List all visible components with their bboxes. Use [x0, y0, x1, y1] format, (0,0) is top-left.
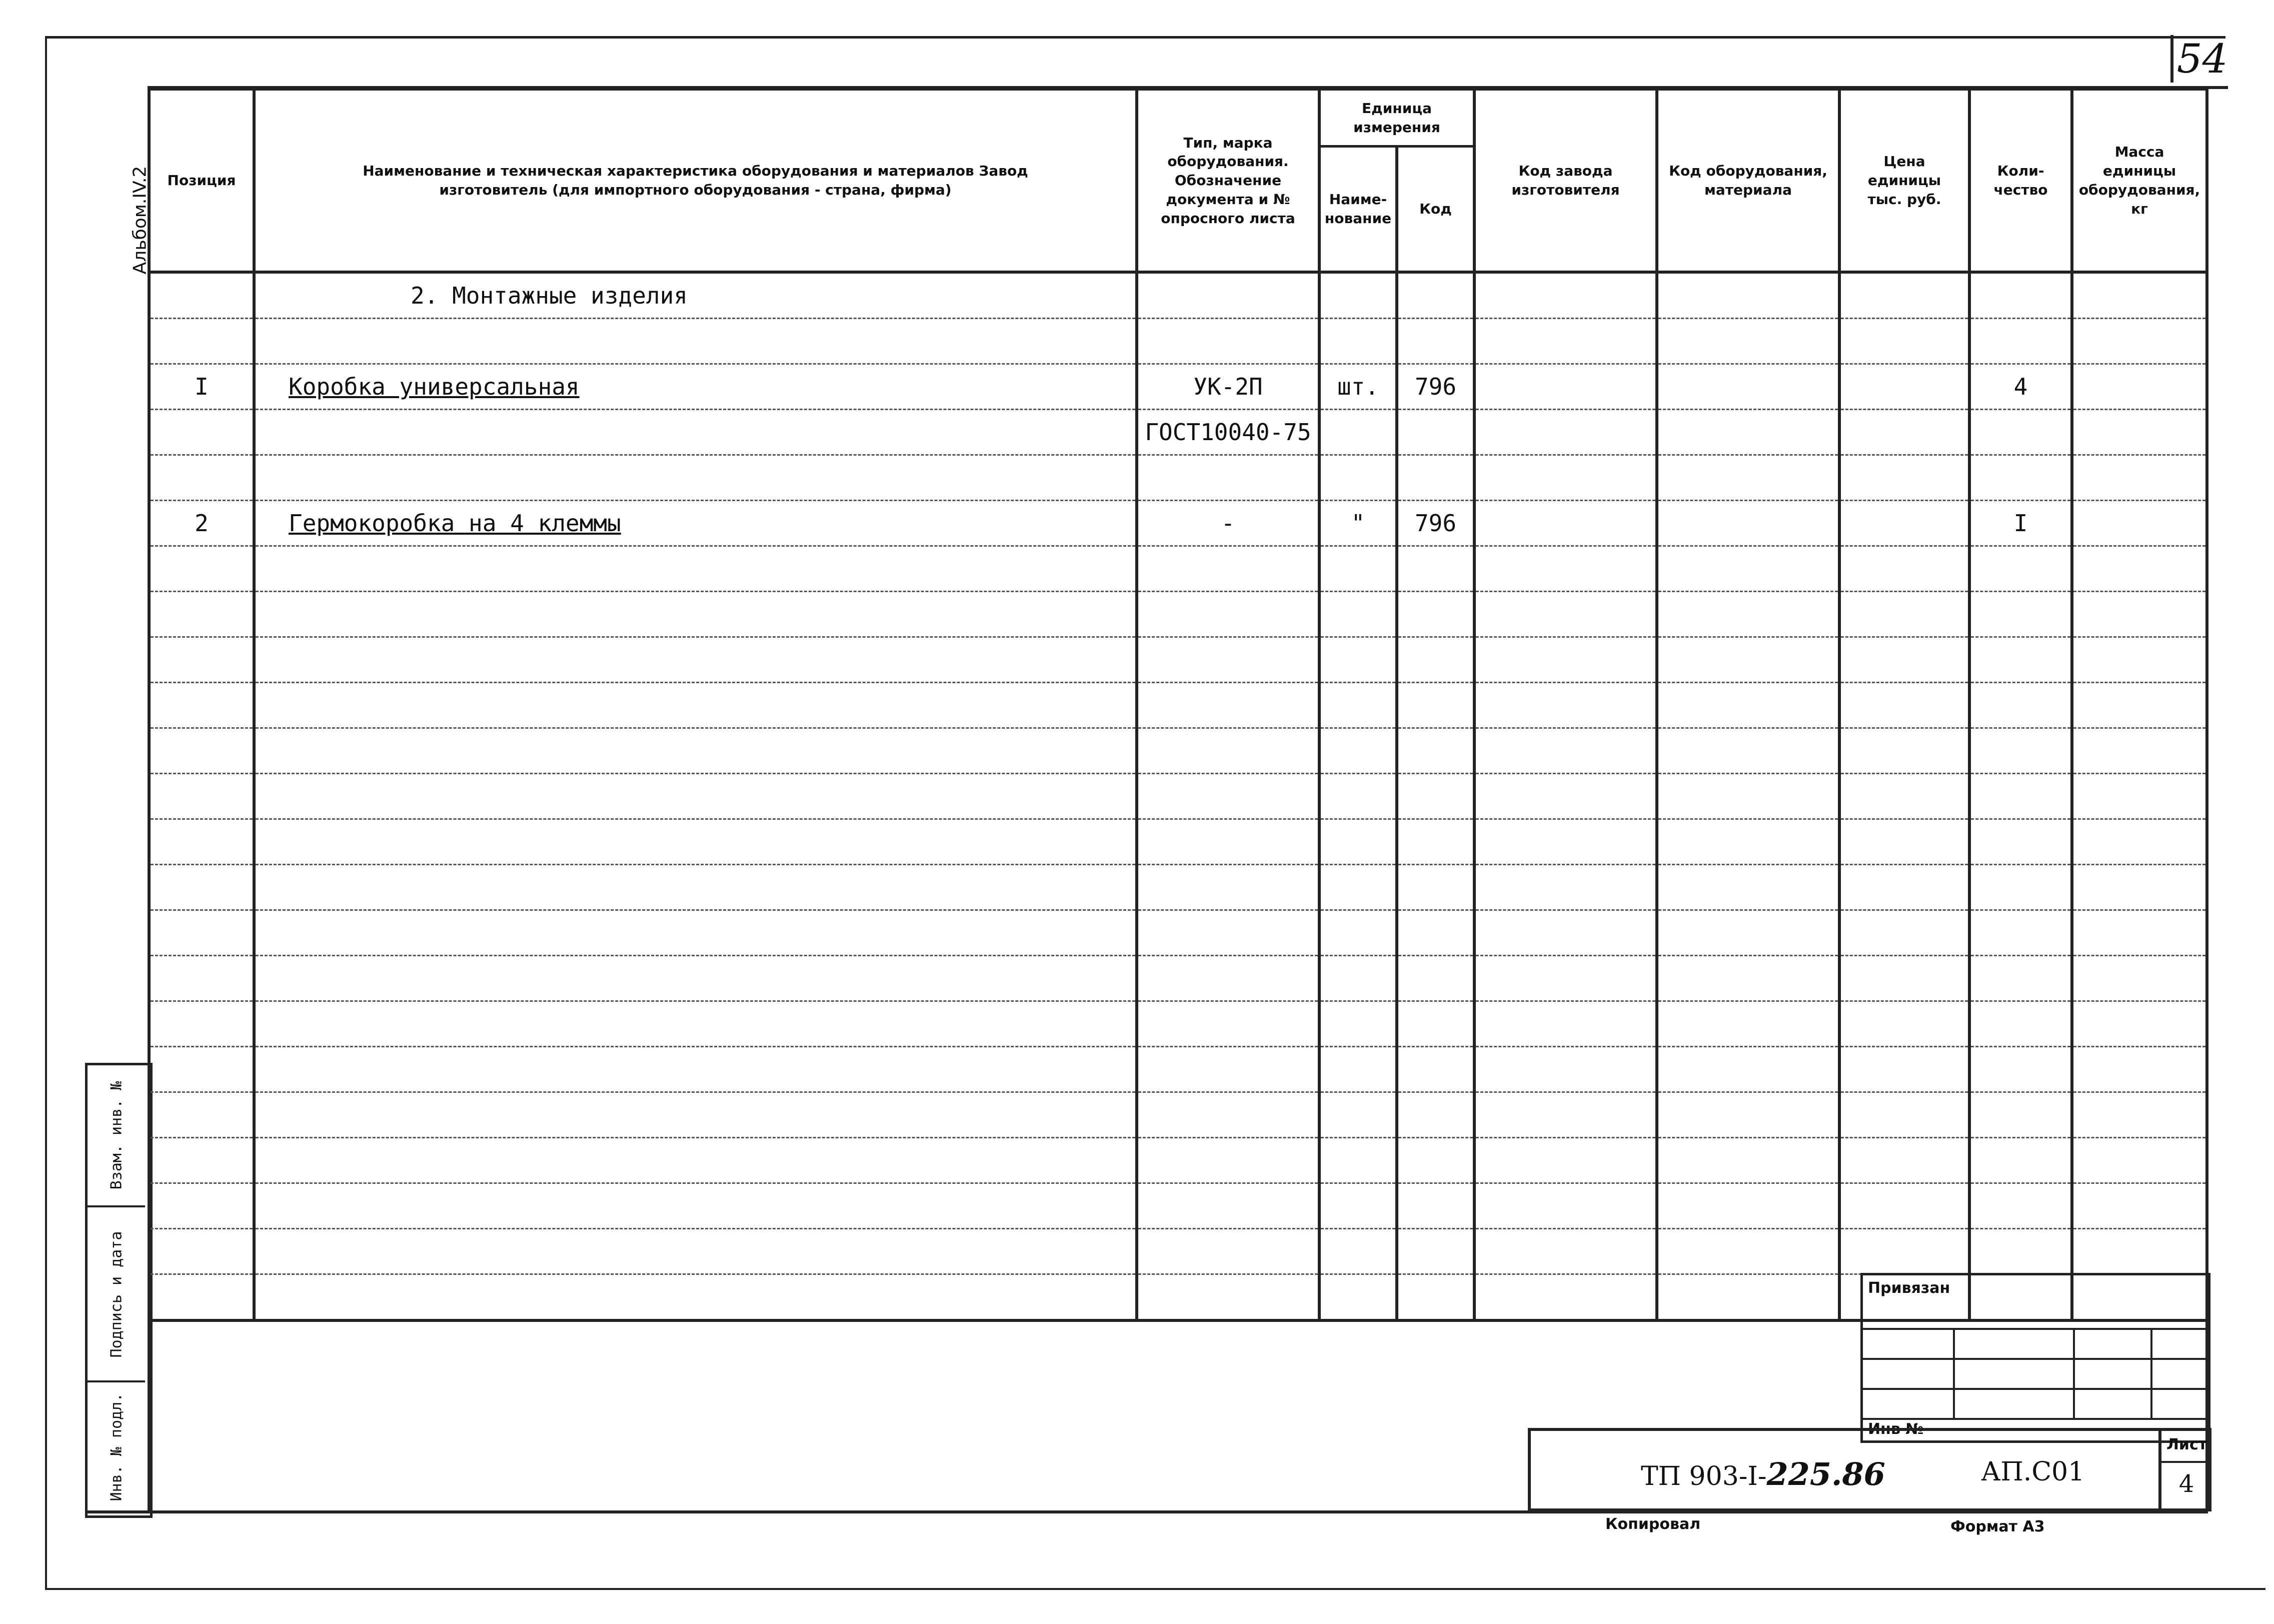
cell-mass [2072, 501, 2207, 546]
cell-plant-code [1474, 410, 1657, 455]
header-unit [1319, 89, 1474, 272]
header-unit-title: Единица измерения [1321, 91, 1473, 148]
header-quantity: Коли- чество [1969, 89, 2072, 272]
cell-position: I [149, 364, 254, 410]
cell-mass [2072, 455, 2207, 501]
cell-name [254, 410, 1137, 455]
table-row-empty [149, 819, 2207, 865]
table-row-empty [149, 637, 2207, 683]
table-row-empty [149, 683, 2207, 728]
side-stamp-cell-replacement [88, 1065, 145, 1207]
table-row-empty [149, 910, 2207, 956]
cell-name: Гермокоробка на 4 клеммы [254, 501, 1137, 546]
document-code-number: 225.86 [1766, 1456, 1885, 1492]
header-position: Позиция [149, 89, 254, 272]
cell-quantity [1969, 410, 2072, 455]
side-stamp-inventory-label: Инв. № подл. [108, 1392, 125, 1501]
cell-equipment-code [1657, 319, 1839, 364]
linked-label: Привязан [1868, 1279, 1950, 1297]
cell-plant-code [1474, 455, 1657, 501]
table-row-empty [149, 1183, 2207, 1229]
cell-name-section: 2. Монтажные изделия [254, 272, 1137, 319]
header-unit-name: Наиме- нование [1321, 148, 1398, 271]
cell-unit-name [1319, 272, 1397, 319]
inventory-number-label: Инв № [1868, 1420, 1924, 1438]
table-row [149, 501, 2207, 546]
cell-unit-code [1397, 410, 1474, 455]
sheet-cell [2158, 1431, 2211, 1508]
table-row-empty [149, 1047, 2207, 1092]
frame-outer-left-line [45, 36, 47, 1589]
copied-label: Копировал [1605, 1515, 1701, 1533]
cell-plant-code [1474, 319, 1657, 364]
frame-top-line [45, 36, 2225, 39]
cell-plant-code [1474, 364, 1657, 410]
cell-unit-name: шт. [1319, 364, 1397, 410]
cell-type [1137, 319, 1319, 364]
header-plant-code: Код завода изготовителя [1474, 89, 1657, 272]
cell-plant-code [1474, 501, 1657, 546]
document-code [1641, 1456, 1885, 1492]
table-row-empty [149, 1092, 2207, 1138]
cell-unit-code [1397, 319, 1474, 364]
cell-type [1137, 272, 1319, 319]
cell-equipment-code [1657, 410, 1839, 455]
side-stamp-cell-signature [88, 1208, 145, 1382]
side-stamp-signature-label: Подпись и дата [108, 1231, 125, 1357]
cell-price [1839, 455, 1969, 501]
cell-unit-name [1319, 455, 1397, 501]
header-unit-split [1321, 148, 1473, 271]
table-row [149, 410, 2207, 455]
cell-type: - [1137, 501, 1319, 546]
side-stamp-cell-inventory [88, 1383, 145, 1510]
header-name: Наименование и техническая характеристика оборудования и материалов Завод изготовитель (для импортного оборудования - страна, фирма) [254, 89, 1137, 272]
frame-outer-bottom-line [45, 1588, 2265, 1590]
side-stamp [85, 1063, 153, 1518]
format-label: Формат А3 [1950, 1518, 2045, 1535]
sheet-number: 4 [2161, 1461, 2211, 1498]
cell-equipment-code [1657, 501, 1839, 546]
cell-quantity [1969, 455, 2072, 501]
cell-price [1839, 364, 1969, 410]
header-price: Цена единицы тыс. руб. [1839, 89, 1969, 272]
cell-mass [2072, 319, 2207, 364]
stamp-col-line [1953, 1328, 1955, 1418]
cell-plant-code [1474, 272, 1657, 319]
table-row [149, 272, 2207, 319]
table-row [149, 319, 2207, 364]
stamp-row-line [1863, 1358, 2208, 1360]
cell-quantity [1969, 272, 2072, 319]
cell-equipment-code [1657, 455, 1839, 501]
cell-unit-code: 796 [1397, 501, 1474, 546]
linked-stamp [1860, 1273, 2210, 1443]
document-section: АП.С01 [1981, 1457, 2085, 1487]
stamp-row-line [1863, 1388, 2208, 1390]
table-row-empty [149, 1001, 2207, 1047]
cell-unit-code: 796 [1397, 364, 1474, 410]
table-row-empty [149, 728, 2207, 774]
cell-unit-code [1397, 272, 1474, 319]
cell-position [149, 319, 254, 364]
table-row-empty [149, 592, 2207, 637]
table-row-empty [149, 956, 2207, 1001]
side-stamp-replacement-label: Взам. инв. № [108, 1081, 125, 1190]
stamp-row-line [1863, 1328, 2208, 1330]
specification-table [148, 88, 2208, 1322]
table-row-empty [149, 1229, 2207, 1274]
cell-equipment-code [1657, 364, 1839, 410]
cell-position [149, 455, 254, 501]
stamp-row-line [1863, 1418, 2208, 1420]
cell-price [1839, 319, 1969, 364]
cell-mass [2072, 410, 2207, 455]
cell-position [149, 272, 254, 319]
cell-unit-name [1319, 410, 1397, 455]
cell-quantity: 4 [1969, 364, 2072, 410]
header-type: Тип, марка оборудования. Обозначение документа и № опросного листа [1137, 89, 1319, 272]
cell-name [254, 319, 1137, 364]
cell-type [1137, 455, 1319, 501]
cell-type: УК-2П [1137, 364, 1319, 410]
cell-mass [2072, 364, 2207, 410]
header-unit-code: Код [1419, 200, 1452, 217]
cell-price [1839, 410, 1969, 455]
stamp-col-line [2073, 1328, 2075, 1418]
cell-price [1839, 501, 1969, 546]
cell-unit-code [1397, 455, 1474, 501]
table-row-empty [149, 1138, 2207, 1183]
stamp-col-line [2150, 1328, 2152, 1418]
cell-position: 2 [149, 501, 254, 546]
cell-name [254, 455, 1137, 501]
cell-name: Коробка универсальная [254, 364, 1137, 410]
table-row-empty [149, 546, 2207, 592]
sheet-label: Лист [2166, 1436, 2207, 1453]
header-equipment-code: Код оборудования, материала [1657, 89, 1839, 272]
table-row [149, 364, 2207, 410]
document-code-prefix: ТП 903-I- [1641, 1461, 1767, 1491]
cell-mass [2072, 272, 2207, 319]
cell-price [1839, 272, 1969, 319]
cell-position [149, 410, 254, 455]
cell-type: ГОСТ10040-75 [1137, 410, 1319, 455]
page-number: 54 [2170, 35, 2231, 83]
cell-unit-name: " [1319, 501, 1397, 546]
table-row-empty [149, 774, 2207, 819]
table-row-empty [149, 865, 2207, 910]
cell-unit-name [1319, 319, 1397, 364]
table-row [149, 455, 2207, 501]
album-label: Альбом.IV.2 [130, 166, 151, 275]
title-block [1528, 1428, 2211, 1511]
cell-quantity [1969, 319, 2072, 364]
cell-quantity: I [1969, 501, 2072, 546]
cell-equipment-code [1657, 272, 1839, 319]
header-mass: Масса единицы оборудования, кг [2072, 89, 2207, 272]
